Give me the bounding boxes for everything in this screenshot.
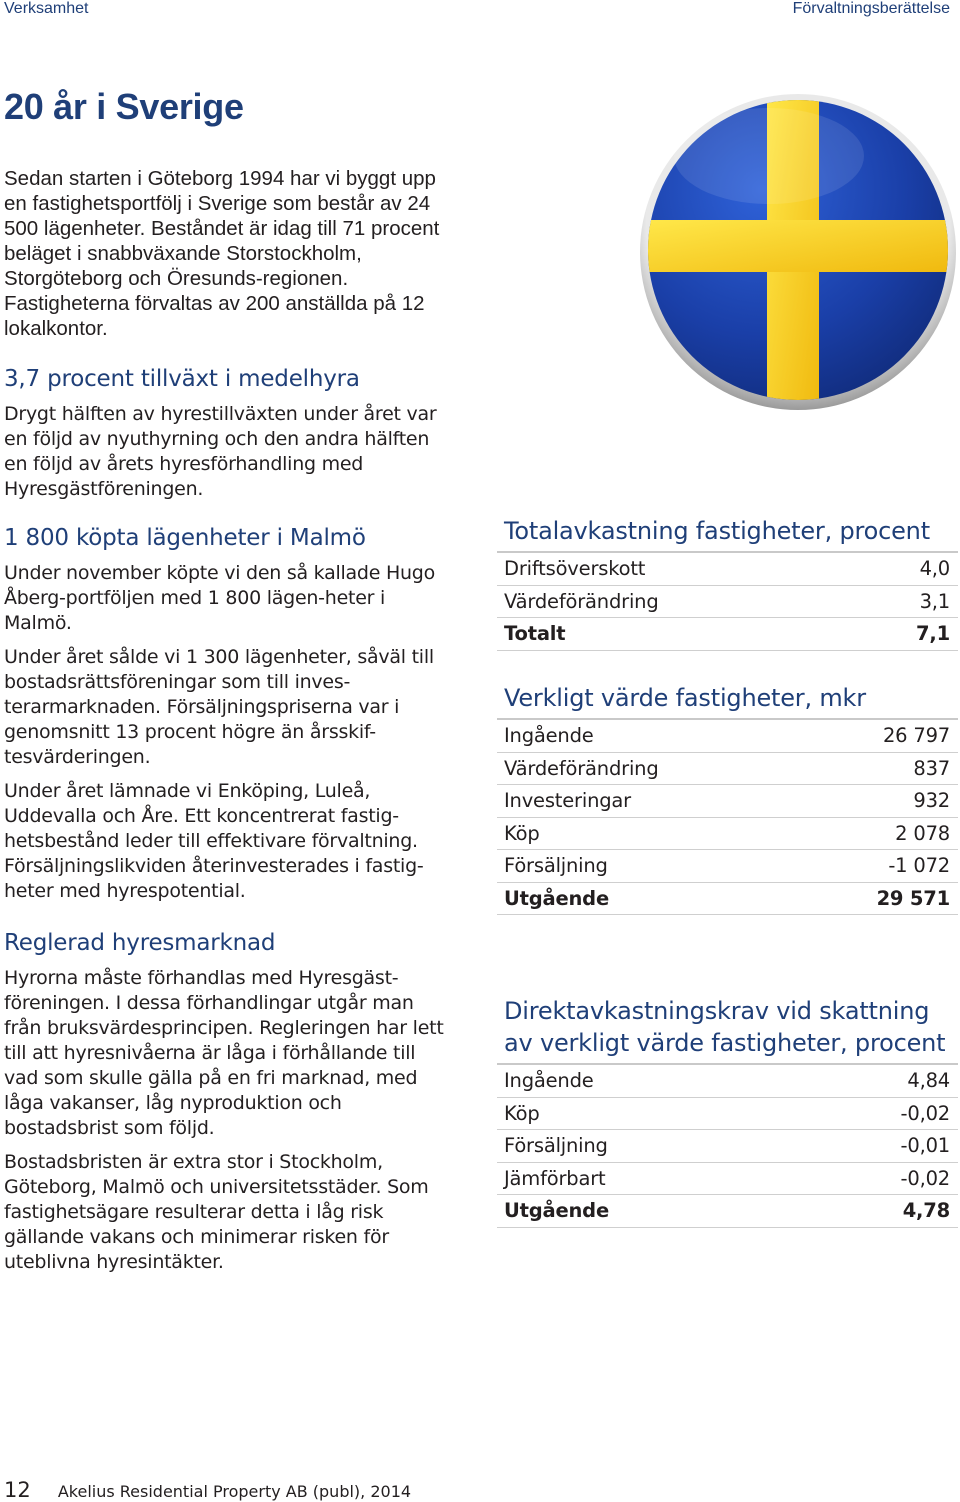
table-row: [497, 1163, 958, 1196]
row-value: -0,01: [900, 1134, 950, 1158]
section-paragraph: Drygt hälften av hyrestillväxten under året var en följd av nyuthyrning och den andra hälften en följd av årets hyresförhandling med Hyresgästföreningen.: [4, 403, 437, 500]
row-value: 932: [913, 789, 950, 813]
row-value: 4,84: [907, 1069, 950, 1093]
table-row: [497, 850, 958, 883]
row-label: Försäljning: [504, 854, 608, 878]
table-row: [497, 586, 958, 619]
row-label: Investeringar: [504, 789, 631, 813]
row-label: Värdeförändring: [504, 756, 659, 780]
row-value: -0,02: [900, 1101, 950, 1125]
section-heading: Reglerad hyresmarknad: [4, 930, 276, 956]
row-value: 837: [913, 756, 950, 780]
row-label: Köp: [504, 1101, 540, 1125]
table-yield-requirement: [497, 995, 958, 1228]
row-label: Totalt: [504, 622, 566, 646]
row-value: 3,1: [919, 589, 950, 613]
table-row: [497, 553, 958, 586]
page-title: 20 år i Sverige: [4, 86, 244, 127]
table-row-total: [497, 883, 958, 916]
section-paragraph: Under året lämnade vi Enköping, Luleå, Uddevalla och Åre. Ett koncentrerat fastig-hetsbestånd leder till effektivare förvaltning. Försäljningslikviden återinvesterades i fastig-heter med hyrespotential.: [4, 780, 424, 902]
table-row: [497, 785, 958, 818]
table-row: [497, 753, 958, 786]
row-label: Ingående: [504, 724, 594, 748]
section-malmo: [4, 523, 454, 913]
section-heading: 1 800 köpta lägenheter i Malmö: [4, 525, 366, 551]
table-row: [497, 818, 958, 851]
table-title-line: Direktavkastningskrav vid skattning: [504, 997, 930, 1025]
table-row: [497, 720, 958, 753]
section-paragraph: Under november köpte vi den så kallade Hugo Åberg-portföljen med 1 800 lägen-heter i Malmö.: [4, 562, 435, 634]
section-paragraph: Bostadsbristen är extra stor i Stockholm, Göteborg, Malmö och universitetsstäder. Som fastighetsägare resulterar detta i låg risk gällande vakans och minimerar risken för uteblivna hyresintäkter.: [4, 1151, 429, 1273]
table-title: [504, 995, 958, 1059]
row-label: Värdeförändring: [504, 589, 659, 613]
row-value: -0,02: [900, 1166, 950, 1190]
row-value: 4,78: [902, 1199, 950, 1223]
table-row-total: [497, 618, 958, 651]
row-label: Utgående: [504, 1199, 609, 1223]
page-footer: [4, 1478, 411, 1502]
table-title: Verkligt värde fastigheter, mkr: [504, 684, 866, 712]
section-rent-growth: [4, 364, 454, 511]
footer-company: Akelius Residential Property AB (publ), 2014: [57, 1482, 412, 1501]
section-regulated-market: [4, 928, 454, 1284]
row-label: Försäljning: [504, 1134, 608, 1158]
table-fair-value: [497, 682, 958, 915]
table-total-return: [497, 515, 958, 651]
running-header-right: Förvaltningsberättelse: [792, 0, 950, 17]
row-label: Ingående: [504, 1069, 594, 1093]
row-value: 29 571: [876, 886, 950, 910]
table-title: Totalavkastning fastigheter, procent: [504, 517, 930, 545]
swedish-flag-badge-icon: [639, 86, 956, 416]
row-label: Driftsöverskott: [504, 557, 646, 581]
row-label: Köp: [504, 821, 540, 845]
section-paragraph: Under året sålde vi 1 300 lägenheter, såväl till bostadsrättsföreningar som till inves-terarmarknaden. Försäljningspriserna var i genomsnitt 13 procent högre än årsskif-tesvärderingen.: [4, 646, 434, 768]
row-value: 7,1: [916, 622, 950, 646]
table-row-total: [497, 1195, 958, 1228]
section-heading: 3,7 procent tillväxt i medelhyra: [4, 366, 360, 392]
row-label: Utgående: [504, 886, 609, 910]
page-number: 12: [4, 1478, 31, 1502]
table-row: [497, 1065, 958, 1098]
row-value: 2 078: [895, 821, 950, 845]
section-paragraph: Hyrorna måste förhandlas med Hyresgäst-föreningen. I dessa förhandlingar utgår man från bruksvärdesprincipen. Regleringen har lett till att hyresnivåerna är låga i förhållande till vad som skulle gälla på en fri marknad, med låga vakanser, låg nyproduktion och bostadsbrist som följd.: [4, 967, 444, 1139]
table-title-line: av verkligt värde fastigheter, procent: [504, 1029, 946, 1057]
intro-paragraph: Sedan starten i Göteborg 1994 har vi byggt upp en fastighetsportfölj i Sverige som består av 24 500 lägenheter. Beståndet är idag till 71 procent beläget i snabbväxande Storstockholm, Storgöteborg och Öresunds-regionen. Fastigheterna förvaltas av 200 anställda på 12 lokalkontor.: [4, 167, 440, 340]
table-row: [497, 1130, 958, 1163]
row-value: 4,0: [919, 557, 950, 581]
table-row: [497, 1098, 958, 1131]
row-label: Jämförbart: [504, 1166, 606, 1190]
row-value: 26 797: [882, 724, 950, 748]
row-value: -1 072: [888, 854, 950, 878]
running-header-left: Verksamhet: [4, 0, 89, 17]
